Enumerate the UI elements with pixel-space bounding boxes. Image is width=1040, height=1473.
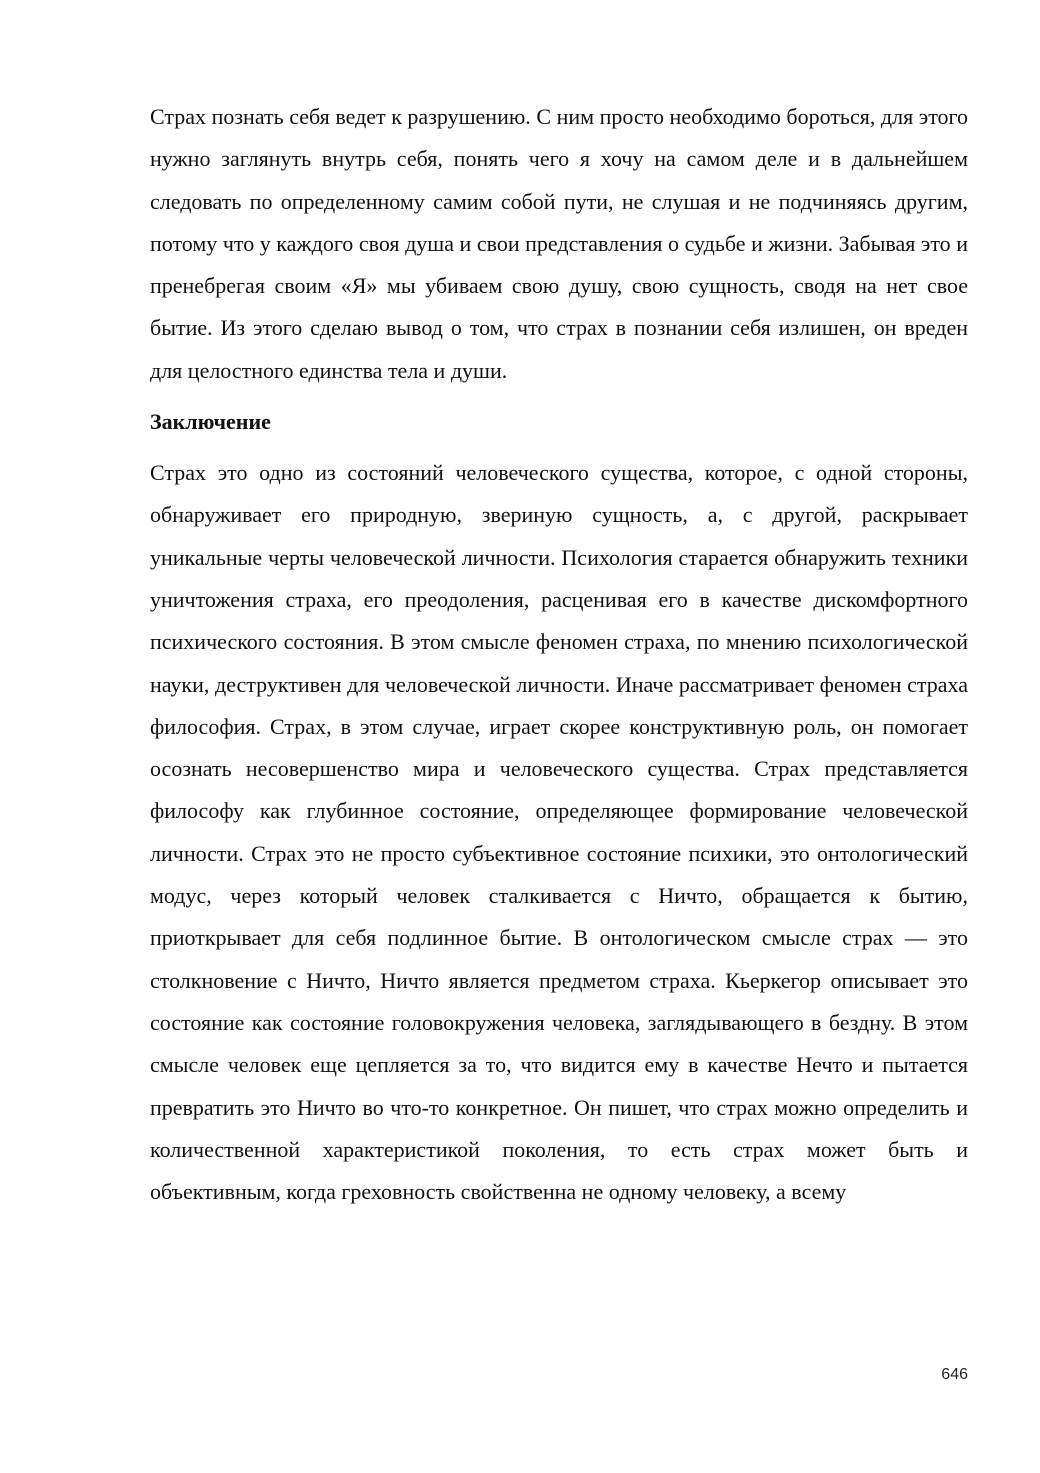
document-body — [150, 96, 968, 1213]
conclusion-paragraph: Страх это одно из состояний человеческого существа, которое, с одной стороны, обнаруживает его природную, звериную сущность, а, с другой, раскрывает уникальные черты человеческой личности. Психология старается обнаружить техники уничтожения страха, его преодоления, расценивая его в качестве дискомфортного психического состояния. В этом смысле феномен страха, по мнению психологической науки, деструктивен для человеческой личности. Иначе рассматривает феномен страха философия. Страх, в этом случае, играет скорее конструктивную роль, он помогает осознать несовершенство мира и человеческого существа. Страх представляется философу как глубинное состояние, определяющее формирование человеческой личности. Страх это не просто субъективное состояние психики, это онтологический модус, через который человек сталкивается с Ничто, обращается к бытию, приоткрывает для себя подлинное бытие. В онтологическом смысле страх — это столкновение с Ничто, Ничто является предметом страха. Кьеркегор описывает это состояние как состояние головокружения человека, заглядывающего в бездну. В этом смысле человек еще цепляется за то, что видится ему в качестве Нечто и пытается превратить это Ничто во что-то конкретное. Он пишет, что страх можно определить и количественной характеристикой поколения, то есть страх может быть и объективным, когда греховность свойственна не одному человеку, а всему — [150, 460, 968, 1205]
page-number: 646 — [941, 1366, 968, 1383]
conclusion-heading: Заключение — [150, 409, 271, 435]
intro-paragraph: Страх познать себя ведет к разрушению. С ним просто необходимо бороться, для этого нужно заглянуть внутрь себя, понять чего я хочу на самом деле и в дальнейшем следовать по определенному самим собой пути, не слушая и не подчиняясь другим, потому что у каждого своя душа и свои представления о судьбе и жизни. Забывая это и пренебрегая своим «Я» мы убиваем свою душу, свою сущность, сводя на нет свое бытие. Из этого сделаю вывод о том, что страх в познании себя излишен, он вреден для целостного единства тела и души. — [150, 104, 968, 383]
